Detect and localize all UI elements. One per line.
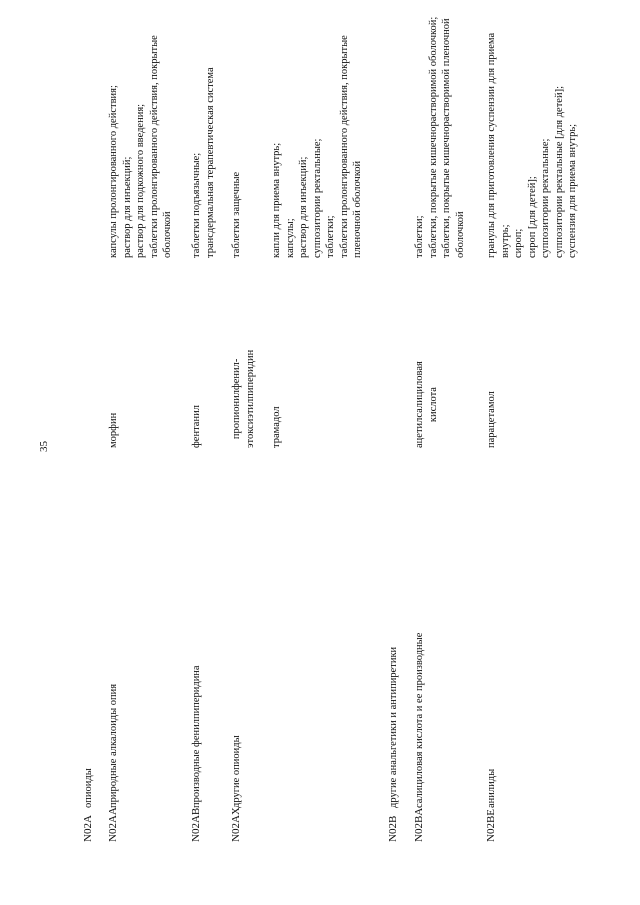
- dosage-forms-line: капсулы пролонгированного действия;: [108, 85, 119, 258]
- dosage-forms-line: раствор для подкожного введения;: [135, 103, 146, 258]
- dosage-forms-line: оболочкой: [454, 211, 466, 258]
- atc-code: N02A: [82, 815, 94, 842]
- dosage-forms-line: суппозитории ректальные;: [311, 138, 323, 258]
- drug-name: [230, 350, 257, 448]
- atc-group-name: опиоиды: [83, 768, 94, 808]
- drug-name: [413, 361, 440, 448]
- dosage-forms-line: капсулы;: [284, 218, 296, 258]
- dosage-forms-line: таблетки;: [325, 215, 336, 258]
- drug-name: [190, 405, 204, 448]
- atc-code: N02B: [387, 815, 399, 842]
- drug-name-line: кислота: [427, 387, 439, 423]
- atc-group-name: другие анальгетики и антипиретики: [388, 646, 399, 808]
- dosage-forms-line: раствор для инъекций;: [121, 156, 133, 258]
- dosage-forms-line: раствор для инъекций;: [298, 156, 309, 258]
- dosage-forms-line: суспензия для приема внутрь;: [567, 123, 578, 258]
- atc-code: N02AA: [107, 807, 119, 842]
- dosage-forms: [270, 35, 365, 258]
- dosage-forms-line: сироп;: [513, 228, 524, 258]
- drug-name: [485, 391, 499, 448]
- dosage-forms-line: таблетки пролонгированного действия, покрытые: [148, 35, 160, 258]
- dosage-forms-line: пленочной оболочкой: [352, 160, 363, 258]
- atc-group-name: анилиды: [486, 768, 497, 808]
- atc-group-name: производные фенилпиперидина: [191, 665, 202, 808]
- atc-code: N02AB: [190, 807, 202, 842]
- page-number: 35: [38, 441, 50, 452]
- dosage-forms-line: таблетки защечные: [231, 171, 242, 258]
- dosage-forms: [107, 35, 175, 258]
- dosage-forms-line: таблетки;: [414, 215, 425, 258]
- drug-name: [107, 413, 121, 448]
- drug-name-line: этоксиэтилпиперидин: [244, 349, 256, 448]
- dosage-forms-line: таблетки подъязычные;: [191, 152, 202, 258]
- dosage-forms-line: капли для приема внутрь;: [271, 142, 282, 258]
- drug-name-line: фентанил: [191, 405, 202, 448]
- dosage-forms-line: суппозитории ректальные [для детей];: [553, 86, 565, 258]
- dosage-forms-line: оболочкой: [162, 211, 173, 258]
- dosage-forms-line: внутрь;: [499, 224, 511, 258]
- dosage-forms-line: суппозитории ректальные;: [540, 138, 551, 258]
- dosage-forms: [413, 17, 467, 258]
- atc-code: N02BA: [413, 807, 425, 842]
- drug-name-line: ацетилсалициловая: [414, 361, 425, 448]
- dosage-forms-line: таблетки, покрытые кишечнорастворимой пленочной: [441, 18, 452, 258]
- drug-name-line: парацетамол: [486, 391, 497, 448]
- dosage-forms: [190, 67, 217, 258]
- dosage-forms: [230, 172, 244, 258]
- atc-code: N02AX: [230, 807, 242, 842]
- atc-group-name: природные алкалоиды опия: [108, 683, 119, 808]
- dosage-forms-line: таблетки пролонгированного действия, покрытые: [338, 35, 350, 258]
- dosage-forms: [485, 33, 580, 258]
- dosage-forms-line: таблетки, покрытые кишечнорастворимой оболочкой;: [427, 16, 439, 258]
- drug-name-line: пропионилфенил-: [231, 358, 242, 440]
- atc-group-name: другие опиоиды: [231, 735, 242, 808]
- drug-name: [270, 406, 284, 448]
- dosage-forms-line: сироп [для детей];: [526, 176, 538, 258]
- dosage-forms-line: гранулы для приготовления суспензии для приема: [486, 32, 497, 258]
- atc-code: N02BE: [485, 809, 497, 842]
- atc-group-name: салициловая кислота и ее производные: [414, 632, 425, 808]
- drug-name-line: трамадол: [271, 406, 282, 448]
- drug-name-line: морфин: [108, 412, 119, 448]
- dosage-forms-line: трансдермальная терапевтическая система: [204, 67, 216, 258]
